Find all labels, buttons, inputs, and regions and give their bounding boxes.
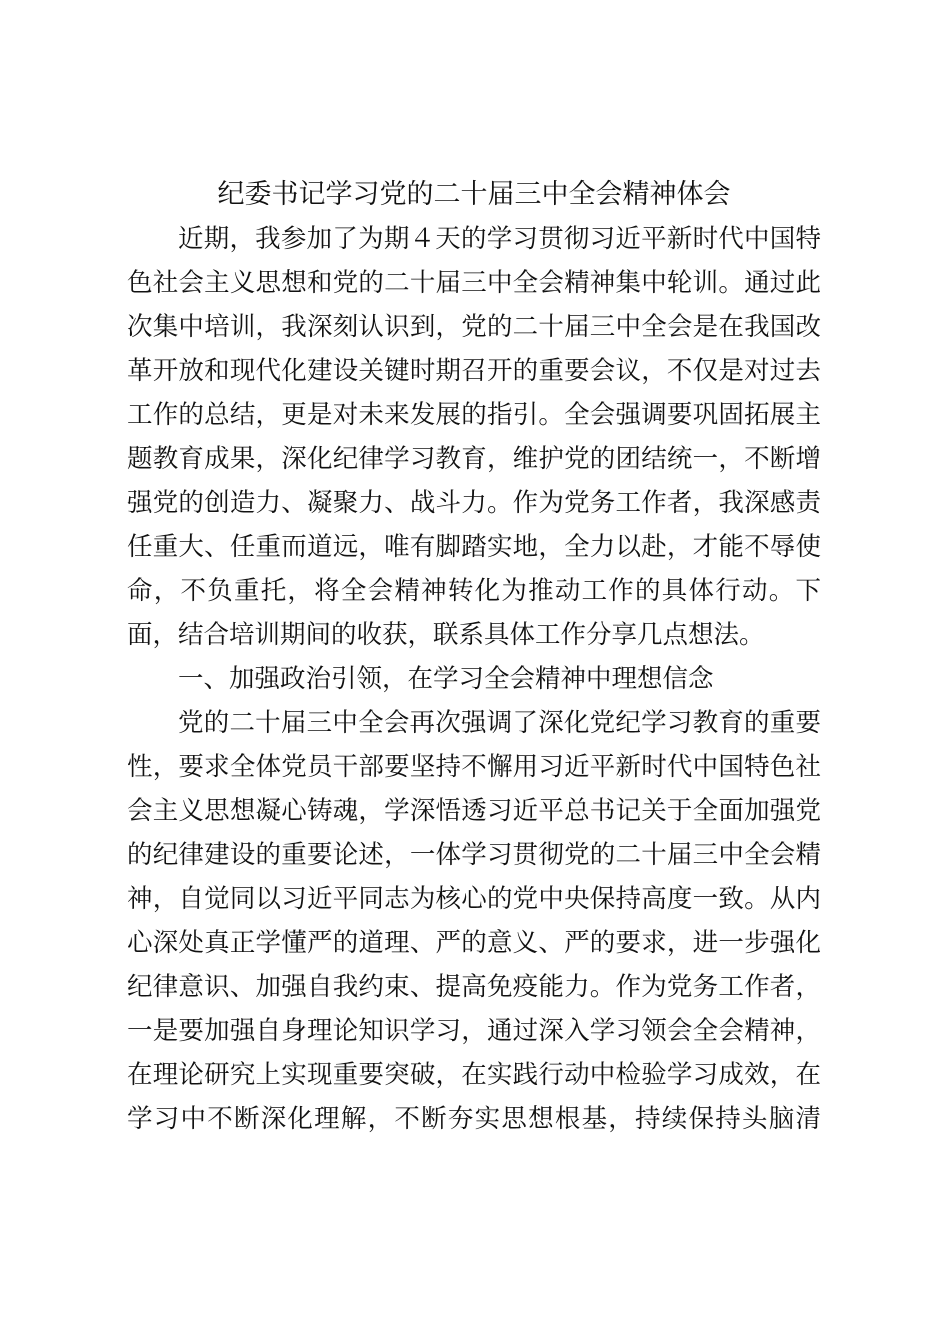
paragraph-section-1: 党的二十届三中全会再次强调了深化党纪学习教育的重要性，要求全体党员干部要坚持不懈用习近平新时代中国特色社会主义思想凝心铸魂，学深悟透习近平总书记关于全面加强党的纪律建设的重要论述，一体学习贯彻党的二十届三中全会精神，自觉同以习近平同志为核心的党中央保持高度一致。从内心深处真正学懂严的道理、严的意义、严的要求，进一步强化纪律意识、加强自我约束、提高免疫能力。作为党务工作者，一是要加强自身理论知识学习，通过深入学习领会全会精神，在理论研究上实现重要突破，在实践行动中检验学习成效，在学习中不断深化理解，不断夯实思想根基，持续保持头脑清 — [127, 708, 821, 1134]
document-title: 纪委书记学习党的二十届三中全会精神体会 — [217, 179, 731, 210]
paragraph-intro: 近期，我参加了为期４天的学习贯彻习近平新时代中国特色社会主义思想和党的二十届三中全会精神集中轮训。通过此次集中培训，我深刻认识到，党的二十届三中全会是在我国改革开放和现代化建设关键时期召开的重要会议，不仅是对过去工作的总结，更是对未来发展的指引。全会强调要巩固拓展主题教育成果，深化纪律学习教育，维护党的团结统一，不断增强党的创造力、凝聚力、战斗力。作为党务工作者，我深感责任重大、任重而道远，唯有脚踏实地，全力以赴，才能不辱使命，不负重托，将全会精神转化为推动工作的具体行动。下面，结合培训期间的收获，联系具体工作分享几点想法。 — [127, 224, 821, 650]
document-body — [127, 173, 821, 1141]
section-heading-1: 一、加强政治引领，在学习全会精神中理想信念 — [178, 664, 714, 694]
